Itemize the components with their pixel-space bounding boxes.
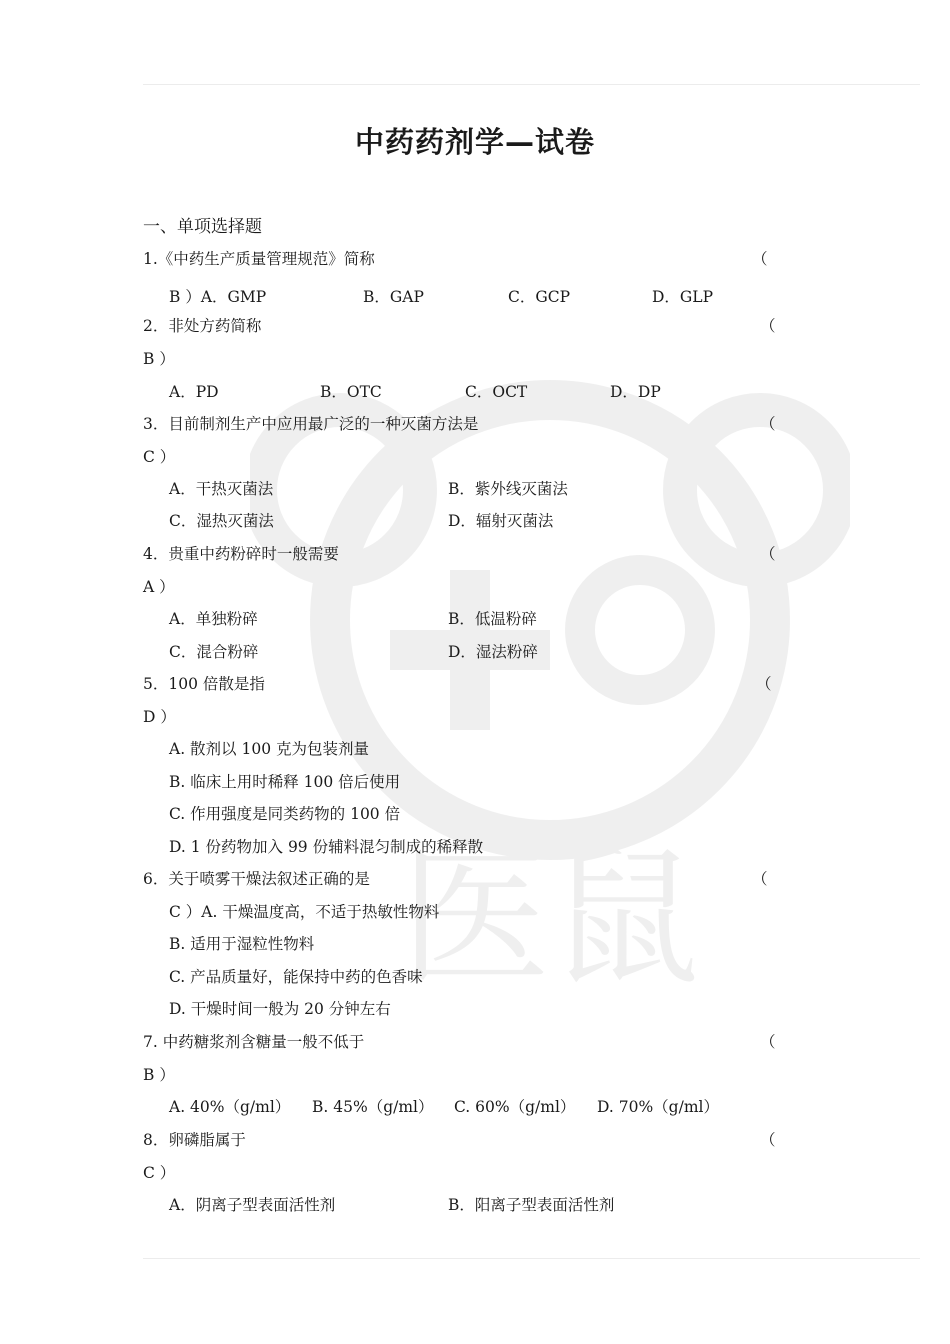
question-6-option-d: D. 干燥时间一般为 20 分钟左右 <box>169 1000 391 1018</box>
question-2-answer: B ） <box>143 350 175 368</box>
question-4-answer: A ） <box>143 578 175 596</box>
question-1-stem: 1.《中药生产质量管理规范》简称 <box>143 250 375 268</box>
question-5-paren: （ <box>756 675 772 693</box>
question-2-option-a: A．PD <box>169 383 219 401</box>
watermark-text: 医鼠 <box>399 832 701 1006</box>
question-2-option-d: D．DP <box>610 383 661 401</box>
question-3-option-d: D．辐射灭菌法 <box>448 512 554 530</box>
question-1-paren: （ <box>752 250 768 268</box>
question-4-stem: 4．贵重中药粉碎时一般需要 <box>143 545 339 563</box>
question-8-option-b: B．阳离子型表面活性剂 <box>448 1196 615 1214</box>
question-3-option-a: A．干热灭菌法 <box>169 480 274 498</box>
question-4-option-a: A．单独粉碎 <box>169 610 258 628</box>
question-5-option-c: C. 作用强度是同类药物的 100 倍 <box>169 805 401 823</box>
question-7-option-d: D. 70%（g/ml） <box>597 1098 719 1116</box>
question-7-option-b: B. 45%（g/ml） <box>312 1098 434 1116</box>
question-6-option-b: B. 适用于湿粒性物料 <box>169 935 315 953</box>
question-2-stem: 2．非处方药简称 <box>143 317 262 335</box>
question-7-answer: B ） <box>143 1066 175 1084</box>
page-title: 中药药剂学—试卷 <box>354 125 595 159</box>
question-5-answer: D ） <box>143 708 176 726</box>
question-8-paren: （ <box>760 1131 776 1149</box>
question-3-option-b: B．紫外线灭菌法 <box>448 480 568 498</box>
question-6-stem: 6．关于喷雾干燥法叙述正确的是 <box>143 870 370 888</box>
question-7-paren: （ <box>760 1033 776 1051</box>
question-4-option-d: D．湿法粉碎 <box>448 643 538 661</box>
question-7-stem: 7. 中药糖浆剂含糖量一般不低于 <box>143 1033 365 1051</box>
section-heading: 一、单项选择题 <box>143 217 262 237</box>
question-7-option-c: C. 60%（g/ml） <box>454 1098 576 1116</box>
question-2-option-b: B．OTC <box>320 383 382 401</box>
question-3-stem: 3．目前制剂生产中应用最广泛的一种灭菌方法是 <box>143 415 479 433</box>
question-5-stem: 5．100 倍散是指 <box>143 675 265 693</box>
question-8-option-a: A．阴离子型表面活性剂 <box>169 1196 336 1214</box>
question-5-option-a: A. 散剂以 100 克为包装剂量 <box>169 740 369 758</box>
question-3-option-c: C．湿热灭菌法 <box>169 512 274 530</box>
question-5-option-d: D. 1 份药物加入 99 份辅料混匀制成的稀释散 <box>169 838 484 856</box>
question-4-paren: （ <box>760 545 776 563</box>
question-5-option-b: B. 临床上用时稀释 100 倍后使用 <box>169 773 401 791</box>
question-3-answer: C ） <box>143 448 176 466</box>
question-1-option-b: B．GAP <box>363 288 424 306</box>
top-rule <box>143 84 920 85</box>
question-4-option-b: B．低温粉碎 <box>448 610 537 628</box>
question-2-option-c: C．OCT <box>465 383 528 401</box>
question-3-paren: （ <box>760 415 776 433</box>
question-8-answer: C ） <box>143 1164 176 1182</box>
question-4-option-c: C．混合粉碎 <box>169 643 259 661</box>
question-6-answer: C ）A. 干燥温度高，不适于热敏性物料 <box>169 903 440 921</box>
question-1-answer: B ）A．GMP <box>169 288 267 306</box>
question-6-option-c: C. 产品质量好，能保持中药的色香味 <box>169 968 423 986</box>
question-6-paren: （ <box>752 870 768 888</box>
question-7-option-a: A. 40%（g/ml） <box>169 1098 291 1116</box>
question-8-stem: 8．卵磷脂属于 <box>143 1131 246 1149</box>
bottom-rule <box>143 1258 920 1259</box>
question-1-option-c: C．GCP <box>508 288 571 306</box>
question-1-option-d: D．GLP <box>652 288 714 306</box>
question-2-paren: （ <box>760 317 776 335</box>
